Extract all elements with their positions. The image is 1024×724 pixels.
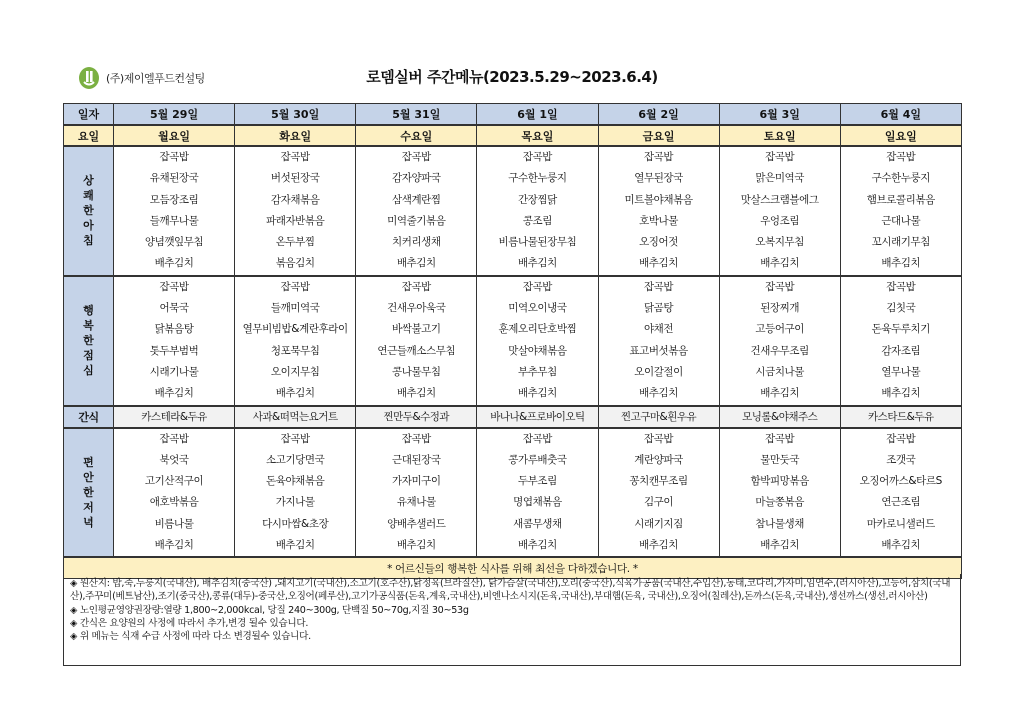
- menu-item: 연근들깨소스무침: [377, 344, 456, 357]
- menu-item: 명엽채볶음: [513, 496, 562, 509]
- menu-item: 양념깻잎무침: [144, 236, 204, 249]
- menu-item: 닭볶음탕: [154, 323, 194, 336]
- page-title: 로뎀실버 주간메뉴(2023.5.29~2023.6.4): [366, 68, 658, 86]
- dinner-cell: [719, 428, 840, 558]
- menu-item: 훈제오리단호박찜: [498, 323, 577, 336]
- menu-item: 야채전: [643, 323, 674, 336]
- menu-item: 잡곡밥: [522, 151, 553, 163]
- menu-item: 돈육야채볶음: [265, 475, 325, 488]
- menu-item: 가자미구이: [391, 475, 441, 488]
- dinner-cell: [477, 428, 598, 558]
- breakfast-cell: [114, 146, 235, 276]
- menu-item: 삼색계란찜: [391, 193, 441, 206]
- date-cell: 5월 29일: [114, 104, 235, 126]
- lunch-cell: [719, 276, 840, 406]
- label-char: 한: [83, 334, 94, 348]
- menu-item: 파래자반볶음: [265, 214, 325, 227]
- snack-cell: 모닝롤&야채주스: [719, 406, 840, 428]
- menu-item: 배추김치: [881, 257, 921, 270]
- menu-item: 두부조림: [517, 475, 557, 488]
- menu-item: 잡곡밥: [886, 280, 916, 293]
- label-char: 점: [83, 349, 94, 363]
- menu-item: 고기산적구이: [144, 475, 204, 488]
- breakfast-cell: [598, 146, 719, 276]
- menu-item: 감자양파국: [391, 172, 441, 185]
- lunch-cell: [114, 276, 235, 406]
- menu-item: 연근조림: [881, 496, 921, 509]
- day-cell: 화요일: [235, 125, 356, 146]
- menu-item: 잡곡밥: [159, 151, 189, 163]
- menu-item: 오이갈절이: [634, 365, 683, 378]
- note-line: ◈ 노인평균영양권장량:열량 1,800~2,000kcal, 당질 240~300g, 단백질 50~70g,지질 30~53g: [70, 604, 469, 616]
- day-cell: 토요일: [719, 125, 840, 146]
- breakfast-row: [64, 146, 962, 276]
- day-cell: 일요일: [840, 125, 961, 146]
- menu-item: 유채나물: [396, 496, 436, 509]
- menu-item: 고등어구이: [755, 323, 805, 336]
- menu-item: 배추김치: [517, 257, 557, 270]
- breakfast-cell: [840, 146, 961, 276]
- menu-item: 잡곡밥: [886, 151, 916, 163]
- menu-item: 북엇국: [159, 453, 189, 466]
- menu-item: 콩조림: [522, 214, 553, 227]
- menu-item: 오징어젓: [639, 236, 679, 249]
- menu-item: 버섯된장국: [270, 172, 320, 185]
- menu-item: 잡곡밥: [765, 280, 795, 293]
- snack-cell: 찐고구마&흰우유: [598, 406, 719, 428]
- menu-item: 잡곡밥: [280, 280, 310, 293]
- menu-item: 어묵국: [159, 302, 189, 315]
- menu-item: 소고기당면국: [265, 453, 325, 466]
- menu-item: 톳두부범벅: [149, 344, 199, 357]
- menu-item: 햄브로콜리볶음: [866, 193, 935, 206]
- menu-item: 된장찌개: [760, 302, 800, 315]
- date-cell: 6월 2일: [598, 104, 719, 126]
- menu-item: 온두부찜: [275, 236, 315, 249]
- label-char: 쾌: [83, 189, 94, 203]
- label-char: 아: [83, 219, 94, 233]
- menu-item: 잡곡밥: [643, 151, 674, 163]
- menu-item: 잡곡밥: [401, 432, 431, 445]
- menu-item: 열무된장국: [634, 172, 683, 185]
- dinner-cell: [598, 428, 719, 558]
- menu-item: 배추김치: [275, 387, 315, 400]
- menu-item: 시래기나물: [149, 365, 199, 378]
- menu-item: 배추김치: [154, 387, 194, 400]
- day-label: 요일: [64, 125, 114, 146]
- menu-item: 배추김치: [396, 257, 436, 270]
- menu-item: 열무나물: [881, 365, 921, 378]
- breakfast-cell: [356, 146, 477, 276]
- date-cell: 6월 4일: [840, 104, 961, 126]
- menu-item: 비름나물: [154, 517, 194, 530]
- label-char: 한: [83, 485, 94, 499]
- date-cell: 5월 30일: [235, 104, 356, 126]
- label-char: 행: [83, 304, 94, 318]
- menu-item: 조갯국: [886, 453, 916, 466]
- menu-item: 배추김치: [639, 387, 679, 400]
- note-line: ◈ 원산지: 밥,죽,누룽지(국내산), 배추김치(중국산) ,돼지고기(국내산),소고기(호주산),닭정육(브라질산), 닭가슴살(국내산),오리(중국산),식육가공품(국내산,수입산),동태,코다리,가자미,임연수,(러시아산),고등어,삼치(국내산),주꾸미(베트남산),조기(중국산),콩류(대두)-중국산,오징어(페루산),고기가공식품(돈육,계육,국내산),비엔나소시지(돈육,국내산),부대햄(돈육, 국내산),오징어(칠레산),돈까스(돈육,국내산),생선까스(생선,러시아산): [70, 578, 951, 603]
- menu-item: 배추김치: [881, 387, 921, 400]
- lunch-cell: [235, 276, 356, 406]
- menu-item: 배추김치: [881, 539, 921, 552]
- dinner-cell: [114, 428, 235, 558]
- menu-item: 가지나물: [275, 496, 315, 509]
- menu-item: 들깨무나물: [149, 214, 199, 227]
- menu-item: 잡곡밥: [643, 280, 674, 293]
- label-char: 심: [83, 364, 94, 378]
- menu-item: 열무비빔밥&계란후라이: [242, 323, 348, 336]
- dinner-cell: [840, 428, 961, 558]
- menu-item: 잡곡밥: [280, 432, 310, 445]
- menu-item: 다시마쌈&초장: [262, 517, 329, 530]
- day-cell: 목요일: [477, 125, 598, 146]
- menu-item: 잡곡밥: [643, 432, 674, 445]
- menu-item: 우엉조림: [760, 214, 800, 227]
- dinner-row: [64, 428, 962, 558]
- menu-item: 닭곰탕: [643, 302, 674, 315]
- menu-item: 배추김치: [760, 539, 800, 552]
- menu-item: 배추김치: [760, 387, 800, 400]
- dinner-label: [64, 428, 114, 558]
- day-row: [64, 125, 962, 146]
- lunch-label: [64, 276, 114, 406]
- menu-item: 배추김치: [396, 387, 436, 400]
- menu-item: 부추무침: [517, 365, 557, 378]
- menu-item: 들깨미역국: [270, 302, 320, 315]
- menu-item: 돈육두루치기: [871, 323, 931, 336]
- menu-item: 꽁치캔무조림: [629, 475, 688, 488]
- menu-item: 잡곡밥: [401, 280, 431, 293]
- lunch-cell: [840, 276, 961, 406]
- label-char: 한: [83, 204, 94, 218]
- snack-cell: 사과&떠먹는요거트: [235, 406, 356, 428]
- menu-item: 새콤무생채: [513, 517, 562, 530]
- snack-label: 간식: [64, 406, 114, 428]
- lunch-cell: [477, 276, 598, 406]
- breakfast-cell: [477, 146, 598, 276]
- menu-item: 배추김치: [275, 539, 315, 552]
- breakfast-cell: [719, 146, 840, 276]
- menu-item: 잡곡밥: [522, 280, 553, 293]
- day-cell: 월요일: [114, 125, 235, 146]
- menu-item: 물만둣국: [760, 453, 800, 466]
- date-label: 일자: [64, 104, 114, 126]
- logo-text: (주)제이엘푸드컨설팅: [106, 72, 205, 85]
- menu-item: 모듬장조림: [149, 193, 199, 206]
- breakfast-label: [64, 146, 114, 276]
- menu-item: 간장찜닭: [517, 193, 557, 206]
- menu-item: 맑은미역국: [755, 172, 805, 185]
- label-char: 편: [83, 455, 94, 469]
- menu-item: 콩가루배춧국: [508, 453, 567, 466]
- day-cell: 금요일: [598, 125, 719, 146]
- menu-item: 잡곡밥: [159, 280, 189, 293]
- notes-box: [63, 574, 961, 666]
- label-char: 복: [83, 319, 94, 333]
- snack-row: [64, 406, 962, 428]
- menu-item: 배추김치: [154, 539, 194, 552]
- menu-item: 함박피망볶음: [750, 475, 809, 488]
- menu-item: 배추김치: [639, 257, 679, 270]
- menu-item: 미역줄기볶음: [387, 214, 446, 227]
- menu-item: 오징어까스&타르S: [859, 475, 942, 488]
- menu-item: 잡곡밥: [765, 151, 795, 163]
- menu-item: 김칫국: [886, 302, 916, 315]
- snack-cell: 찐만두&수정과: [356, 406, 477, 428]
- date-cell: 6월 1일: [477, 104, 598, 126]
- menu-item: 배추김치: [396, 539, 436, 552]
- menu-item: 계란양파국: [634, 453, 683, 466]
- menu-item: 맛살스크램블에그: [740, 193, 819, 206]
- label-char: 안: [83, 470, 94, 484]
- menu-item: 오이지무침: [270, 365, 320, 378]
- menu-item: 김구이: [643, 496, 674, 509]
- label-char: 상: [83, 174, 94, 188]
- note-line: ◈ 간식은 요양원의 사정에 따라서 추가,변경 될수 있습니다.: [70, 617, 309, 629]
- date-row: [64, 104, 962, 126]
- menu-item: 볶음김치: [275, 257, 315, 270]
- weekly-menu-table: [63, 103, 962, 579]
- menu-item: 바싹불고기: [391, 323, 441, 336]
- date-cell: 5월 31일: [356, 104, 477, 126]
- menu-item: 오복지무침: [755, 236, 805, 249]
- menu-item: 시금치나물: [755, 365, 805, 378]
- menu-item: 미트볼야채볶음: [624, 193, 693, 206]
- menu-item: 배추김치: [760, 257, 800, 270]
- menu-item: 참나물생채: [755, 517, 805, 530]
- menu-item: 잡곡밥: [522, 432, 553, 445]
- menu-item: 꼬시래기무침: [871, 236, 931, 249]
- menu-item: 마카로니샐러드: [866, 517, 935, 530]
- menu-item: 잡곡밥: [401, 151, 431, 163]
- lunch-cell: [356, 276, 477, 406]
- lunch-cell: [598, 276, 719, 406]
- menu-item: 유채된장국: [149, 172, 199, 185]
- menu-item: 건새우아욱국: [387, 302, 446, 315]
- menu-item: 배추김치: [639, 539, 679, 552]
- menu-item: 표고버섯볶음: [629, 344, 688, 357]
- dinner-cell: [235, 428, 356, 558]
- menu-item: 미역오이냉국: [508, 302, 567, 315]
- menu-item: 배추김치: [154, 257, 194, 270]
- menu-item: 맛살야채볶음: [508, 344, 567, 357]
- menu-item: 건새우무조림: [750, 344, 809, 357]
- menu-item: 배추김치: [517, 539, 557, 552]
- menu-item: 양배추샐러드: [387, 517, 446, 530]
- menu-item: 잡곡밥: [159, 432, 189, 445]
- menu-item: 구수한누룽지: [871, 172, 931, 185]
- menu-item: 마늘쫑볶음: [755, 496, 805, 509]
- breakfast-cell: [235, 146, 356, 276]
- label-char: 저: [83, 500, 94, 514]
- lunch-row: [64, 276, 962, 406]
- menu-item: 잡곡밥: [280, 151, 310, 163]
- menu-item: 치커리생채: [391, 236, 441, 249]
- label-char: 녁: [83, 515, 94, 529]
- menu-item: 호박나물: [639, 214, 679, 227]
- snack-cell: 카스테라&두유: [114, 406, 235, 428]
- menu-item: 비름나물된장무침: [498, 236, 577, 249]
- menu-item: 감자채볶음: [270, 193, 320, 206]
- day-cell: 수요일: [356, 125, 477, 146]
- menu-item: 감자조림: [881, 344, 921, 357]
- menu-item: 잡곡밥: [886, 432, 916, 445]
- menu-item: 구수한누룽지: [508, 172, 567, 185]
- dinner-cell: [356, 428, 477, 558]
- snack-cell: 바나나&프로바이오틱: [477, 406, 598, 428]
- footer-message: * 어르신들의 행복한 식사를 위해 최선을 다하겠습니다. *: [64, 557, 962, 579]
- label-char: 침: [83, 234, 94, 248]
- snack-cell: 카스타드&두유: [840, 406, 961, 428]
- menu-item: 근대나물: [881, 214, 921, 227]
- menu-item: 시래기지짐: [634, 517, 683, 530]
- menu-item: 근대된장국: [391, 453, 441, 466]
- menu-item: 잡곡밥: [765, 432, 795, 445]
- menu-item: 청포묵무침: [270, 344, 320, 357]
- date-cell: 6월 3일: [719, 104, 840, 126]
- menu-item: 애호박볶음: [149, 496, 199, 509]
- menu-item: 배추김치: [517, 387, 557, 400]
- menu-item: 콩나물무침: [391, 365, 441, 378]
- note-line: ◈ 위 메뉴는 식재 수급 사정에 따라 다소 변경될수 있습니다.: [70, 631, 311, 643]
